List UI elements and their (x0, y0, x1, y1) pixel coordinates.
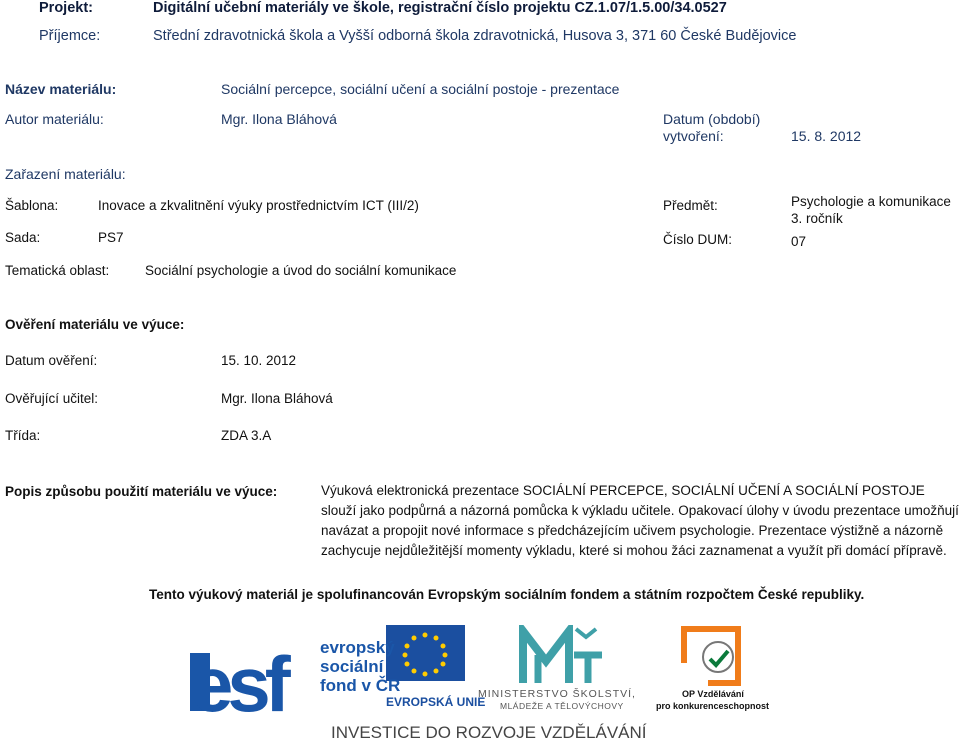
dum-label: Číslo DUM: (663, 232, 733, 247)
overujici-ucitel-label: Ověřující učitel: (5, 391, 99, 406)
op-line-1: OP Vzdělávání (682, 689, 744, 699)
esf-logo (190, 625, 486, 715)
predmet-value-2: 3. ročník (791, 211, 843, 226)
datum-vytvoreni-value: 15. 8. 2012 (791, 128, 862, 144)
msmt-line-1: MINISTERSTVO ŠKOLSTVÍ, (478, 688, 636, 700)
dum-value: 07 (791, 234, 807, 249)
op-vzdelavani-logo (652, 623, 772, 715)
msmt-logo (478, 625, 648, 715)
autor-label: Autor materiálu: (5, 111, 104, 127)
eu-label: EVROPSKÁ UNIE (386, 695, 486, 709)
overujici-ucitel-value: Mgr. Ilona Bláhová (221, 391, 333, 406)
prijemce-value: Střední zdravotnická škola a Vyšší odborná škola zdravotnická, Husova 3, 371 60 České Budějovice (153, 28, 797, 44)
projekt-label: Projekt: (39, 0, 93, 16)
datum-vytvoreni-label-1: Datum (období) (663, 111, 761, 127)
msmt-line-2: MLÁDEŽE A TĚLOVÝCHOVY (500, 701, 624, 711)
op-logo-mark (652, 623, 772, 687)
sada-label: Sada: (5, 230, 41, 245)
popis-label: Popis způsobu použití materiálu ve výuce: (5, 484, 278, 499)
projekt-value: Digitální učební materiály ve škole, registrační číslo projektu CZ.1.07/1.5.00/34.0527 (153, 0, 727, 16)
op-line-2: pro konkurenceschopnost (656, 701, 770, 711)
nazev-value: Sociální percepce, sociální učení a sociální postoje - prezentace (221, 81, 620, 97)
autor-value: Mgr. Ilona Bláhová (221, 111, 337, 127)
predmet-label: Předmět: (663, 198, 718, 213)
trida-value: ZDA 3.A (221, 428, 272, 443)
datum-vytvoreni-label-2: vytvoření: (663, 128, 724, 144)
sada-value: PS7 (98, 230, 124, 245)
sablona-value: Inovace a zkvalitnění výuky prostřednictvím ICT (III/2) (98, 198, 419, 213)
svg-text:esf: esf (190, 640, 285, 715)
trida-label: Třída: (5, 428, 41, 443)
oblast-value: Sociální psychologie a úvod do sociální komunikace (145, 263, 457, 278)
overeni-datum-value: 15. 10. 2012 (221, 353, 297, 368)
popis-text: Výuková elektronická prezentace SOCIÁLNÍ PERCEPCE, SOCIÁLNÍ UČENÍ A SOCIÁLNÍ POSTOJE slouží jako podpůrná a názorná pomůcka k výkladu učitele. Opakovací úlohy v úvodu prezentace umožňují navázat a propojit nové informace s předcházejícím učivem psychologie. Prezentace výstižně a názorně zachycuje nejdůležitější momenty výkladu, které si mohou žáci zaznamenat a využít při domácí přípravě. (321, 483, 959, 558)
nazev-label: Název materiálu: (5, 81, 117, 97)
prijemce-label: Příjemce: (39, 28, 101, 44)
predmet-value-1: Psychologie a komunikace (791, 194, 951, 209)
funding-statement: Tento výukový materiál je spolufinancován Evropským sociálním fondem a státním rozpočtem České republiky. (149, 587, 865, 602)
sablona-label: Šablona: (5, 198, 59, 213)
esf-line-3: fond v ČR (320, 676, 401, 695)
overeni-heading: Ověření materiálu ve výuce: (5, 317, 185, 332)
esf-line-2: sociální (320, 657, 384, 676)
zarazeni-heading: Zařazení materiálu: (5, 166, 126, 182)
esf-line-1: evropský (320, 638, 395, 657)
investice-tagline: INVESTICE DO ROZVOJE VZDĚLÁVÁNÍ (331, 723, 647, 742)
msmt-logo-mark (478, 625, 648, 689)
oblast-label: Tematická oblast: (5, 263, 110, 278)
overeni-datum-label: Datum ověření: (5, 353, 98, 368)
